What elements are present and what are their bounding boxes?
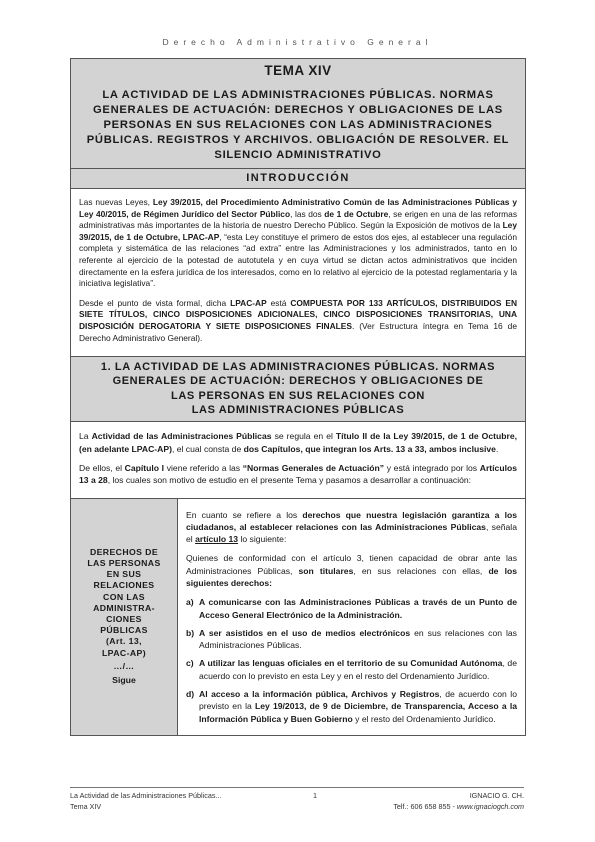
list-item-key: c) <box>186 658 194 669</box>
list-item-key: d) <box>186 689 195 700</box>
side-label-line: ADMINISTRA- <box>93 602 155 613</box>
side-label-line: PÚBLICAS <box>100 625 148 636</box>
text-segment: . (Ver Estructura íntegra en Tema 16 de Derecho Administrativo General). <box>79 320 517 343</box>
bold-text-segment: A comunicarse con las Administraciones Públicas a través de un Punto de Acceso General Electrónico de la Administración. <box>199 597 517 620</box>
side-label-line: DERECHOS DE <box>89 546 159 557</box>
list-item-key: b) <box>186 627 195 638</box>
rights-list <box>186 596 517 725</box>
section-1-paragraph-2 <box>79 462 517 487</box>
rights-list-item <box>186 627 517 652</box>
text-segment: viene referido a las <box>164 462 243 473</box>
content-frame <box>70 58 526 736</box>
text-segment: , el cual consta de <box>171 443 244 454</box>
bold-text-segment: Ley 39/2015, de 1 de Octubre, LPAC-AP <box>79 220 517 242</box>
text-segment: , señala el <box>186 521 517 545</box>
side-label-line: EN SUS <box>106 569 142 580</box>
text-segment: y el resto del Ordenamiento Jurídico. <box>352 713 496 724</box>
side-label-line: LAS PERSONAS <box>87 557 161 568</box>
text-segment: Las nuevas Leyes, <box>79 197 153 207</box>
tema-header <box>71 59 525 169</box>
text-segment: . <box>495 443 499 454</box>
text-segment: La <box>79 431 92 442</box>
section-1-heading-line: LAS ADMINISTRACIONES PÚBLICAS <box>191 404 405 417</box>
text-segment: En cuanto se refiere a los <box>186 509 303 520</box>
side-label-line: (Art. 13, <box>106 636 142 647</box>
footer-website-link[interactable]: www.ignaciogch.com <box>456 801 524 811</box>
intro-paragraph-2 <box>79 298 517 344</box>
text-segment: y está integrado por los <box>384 462 480 473</box>
bold-text-segment: COMPUESTA POR 133 ARTÍCULOS, DISTRIBUIDOS EN SIETE TÍTULOS, CINCO DISPOSICIONES ADICIONALES, CINCO DISPOSICIONES TRANSITORIAS, UNA DISPOSICIÓN DEROGATORIA Y SIETE DISPOSICIONES FINALES <box>79 297 518 331</box>
list-item-text <box>199 688 517 725</box>
rights-content <box>178 499 525 735</box>
rights-paragraph-2 <box>186 552 517 589</box>
footer-tema: Tema XIV <box>70 801 102 811</box>
continuation-mark: …/… <box>113 660 135 671</box>
page-number: 1 <box>313 791 317 800</box>
list-item-key: a) <box>186 597 194 608</box>
text-segment: está <box>266 297 291 308</box>
bold-text-segment: “Normas Generales de Actuación” <box>242 462 385 473</box>
bold-text-segment: A utilizar las lenguas oficiales en el territorio de su Comunidad Autónoma <box>199 658 503 669</box>
section-1-paragraph-1 <box>79 430 517 455</box>
bold-text-segment: Al acceso a la información pública, Archivos y Registros <box>199 689 440 700</box>
text-segment: , de acuerdo con lo previsto en la <box>199 689 517 712</box>
list-item-text <box>199 596 517 621</box>
rights-list-item <box>186 657 517 682</box>
bold-text-segment: de 1 de Octubre <box>324 208 389 219</box>
bold-text-segment: artículo 13 <box>195 534 239 545</box>
bold-text-segment: Ley 19/2013, de 9 de Diciembre, de Transparencia, Acceso a la Información Pública y Buen Gobierno <box>199 701 517 724</box>
bold-text-segment: dos Capítulos, que integran los Arts. 13 a 33, ambos inclusive <box>243 443 496 454</box>
footer-topic: La Actividad de las Administraciones Públicas... <box>70 791 222 800</box>
bold-text-segment: derechos que nuestra legislación garantiza a los ciudadanos, al establecer relaciones con las Administraciones Públicas <box>186 509 518 532</box>
section-1-heading <box>71 357 525 422</box>
bold-text-segment: Actividad de las Administraciones Públicas <box>91 431 272 442</box>
bold-text-segment: LPAC-AP <box>230 297 267 308</box>
tema-title: TEMA XIV <box>264 63 332 78</box>
bold-text-segment: Capítulo I <box>124 462 165 473</box>
bold-text-segment: Artículos 13 a 28 <box>79 462 517 486</box>
section-1-heading-line: 1. LA ACTIVIDAD DE LAS ADMINISTRACIONES PÚBLICAS. NORMAS <box>100 361 496 374</box>
footer-contact <box>393 802 524 813</box>
section-1-body <box>71 422 525 498</box>
text-segment: , los cuales son motivo de estudio en el presente Tema y pasamos a desarrollar a continuación: <box>107 475 472 486</box>
sigue-label: Sigue <box>112 675 136 686</box>
side-label-line: LPAC-AP) <box>101 647 147 658</box>
text-segment: , en sus relaciones con ellas, <box>353 565 489 576</box>
text-segment: , las dos <box>290 208 325 219</box>
bold-text-segment: A ser asistidos en el uso de medios electrónicos <box>199 627 411 638</box>
bold-text-segment: son titulares <box>298 565 354 576</box>
text-segment: Quienes de conformidad con el artículo 3, tienen capacidad de obrar ante las Administraciones Públicas, <box>186 553 517 576</box>
side-label-line: CIONES <box>106 614 142 624</box>
intro-heading: INTRODUCCIÓN <box>71 169 525 189</box>
text-segment: , se erigen en una de las reformas administrativas más importantes de la historia de nuestro Derecho Público. Según la Exposición de motivos de la <box>79 208 518 231</box>
footer-phone: Telf.: 606 658 855 - <box>393 801 457 811</box>
text-segment: en sus relaciones con las Administraciones Públicas. <box>199 627 517 651</box>
bold-text-segment: de los siguientes derechos: <box>186 565 517 588</box>
page-footer <box>70 787 524 812</box>
rights-side-label <box>71 499 178 735</box>
running-head: Derecho Administrativo General <box>162 37 433 47</box>
side-label-line: RELACIONES <box>93 580 155 591</box>
footer-author: IGNACIO G. CH. <box>469 791 524 800</box>
intro-paragraph-1 <box>79 197 517 290</box>
intro-body <box>71 189 525 357</box>
rights-box <box>71 499 525 735</box>
section-1-heading-line: GENERALES DE ACTUACIÓN: DERECHOS Y OBLIGACIONES DE <box>112 375 484 388</box>
text-segment: lo siguiente: <box>238 534 287 545</box>
list-item-text <box>199 657 517 682</box>
tema-subtitle: LA ACTIVIDAD DE LAS ADMINISTRACIONES PÚBLICAS. NORMAS GENERALES DE ACTUACIÓN: DERECHOS Y OBLIGACIONES DE LAS PERSONAS EN SUS RELACIONES CON LAS ADMINISTRACIONES PÚBLICAS. REGISTROS Y ARCHIVOS. OBLIGACIÓN DE RESOLVER. EL SILENCIO ADMINISTRATIVO <box>86 89 510 161</box>
section-1-heading-line: LAS PERSONAS EN SUS RELACIONES CON <box>171 389 425 402</box>
list-item-text <box>199 627 517 652</box>
side-label-line: CON LAS <box>103 591 145 602</box>
text-segment: , “esta Ley constituye el primero de estos dos ejes, al establecer una regulación completa y sistemática de las relaciones “ad extra” entre las Administraciones y los administrados, tanto en lo referente al ejercicio de la potestad de autotutela y en cuya virtud se dictan actos administrativos que inciden directamente en la esfera jurídica de los interesados, como en lo relativo al ejercicio de la potestad reglamentaria y la iniciativa legislativa”. <box>79 231 517 289</box>
rights-intro-paragraph <box>186 509 517 546</box>
text-segment: De ellos, el <box>79 462 125 473</box>
rights-list-item <box>186 688 517 725</box>
bold-text-segment: Título II de la Ley 39/2015, de 1 de Octubre, (en adelante LPAC-AP) <box>79 431 518 454</box>
text-segment: se regula en el <box>271 431 336 442</box>
rights-list-item <box>186 596 517 621</box>
bold-text-segment: Ley 39/2015, del Procedimiento Administrativo Común de las Administraciones Públicas y Ley 40/2015, de Régimen Jurídico del Sector Público <box>79 197 517 219</box>
text-segment: Desde el punto de vista formal, dicha <box>79 297 231 308</box>
text-segment: , de acuerdo con lo previsto en esta Ley y en el resto del Ordenamiento Jurídico. <box>199 658 517 681</box>
